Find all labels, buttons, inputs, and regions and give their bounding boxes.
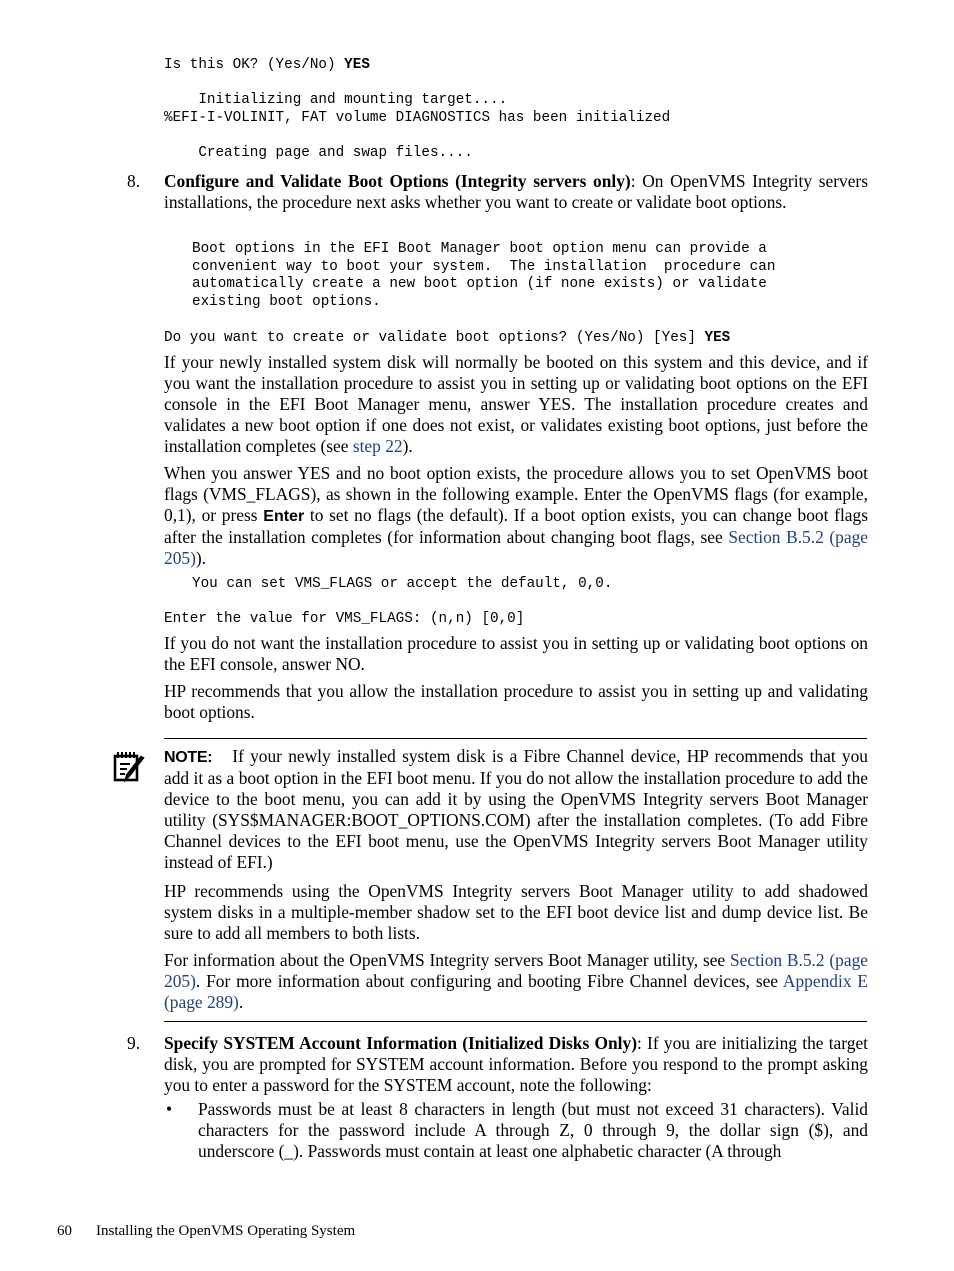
- bullet-password-rules: Passwords must be at least 8 characters in length (but must not exceed 31 characters). Valid characters for the password include A through Z, 0 through 9, the dollar sign ($), and underscore (_). Passwords must contain at least one alphabetic character (A through: [198, 1099, 868, 1162]
- footer-section-title: Installing the OpenVMS Operating System: [96, 1223, 356, 1239]
- boot-prompt-text: Do you want to create or validate boot options? (Yes/No) [Yes]: [164, 330, 705, 346]
- note-para-2: HP recommends using the OpenVMS Integrity servers Boot Manager utility to add shadowed system disks in a multiple-member shadow set to the EFI boot device list and dump device list. Be sure to add all members to both lists.: [164, 881, 868, 944]
- note-label: NOTE:: [164, 749, 213, 766]
- step-8-para-2: [164, 463, 868, 569]
- console-ok-answer: YES: [344, 57, 370, 73]
- console-volinit-line: %EFI-I-VOLINIT, FAT volume DIAGNOSTICS has been initialized: [164, 110, 671, 126]
- step-8-para-1: [164, 352, 868, 457]
- console-boot-options-text: Boot options in the EFI Boot Manager boot option menu can provide a convenient way to boot your system. The installation procedure can automatically create a new boot option (if none exists) or validate existing boot options.: [192, 241, 776, 310]
- console-boot-prompt: [164, 330, 730, 348]
- console-ok-line: [164, 57, 370, 75]
- step-9-number: 9.: [127, 1033, 141, 1053]
- note-p1-text: If your newly installed system disk is a Fibre Channel device, HP recommends that you add it as a boot option in the EFI boot menu. If you do not allow the installation procedure to add the device to the boot menu, you can add it by using the OpenVMS Integrity servers Boot Manager utility (SYS$MANAGER:BOOT_OPTIONS.COM) after the installation completes. (To add Fibre Channel devices to the EFI boot menu, use the OpenVMS Integrity servers Boot Manager utility instead of EFI.): [164, 746, 868, 873]
- step-8-intro-text: : On OpenVMS Integrity servers installations, the procedure next asks whether you want to create or validate boot options.: [164, 171, 868, 213]
- step-22-link[interactable]: step 22: [352, 436, 403, 457]
- console-ok-prompt: Is this OK? (Yes/No): [164, 57, 345, 73]
- note-p3-text-a: For information about the OpenVMS Integrity servers Boot Manager utility, see: [164, 950, 730, 970]
- boot-prompt-answer: YES: [704, 330, 731, 346]
- para-1-end: ).: [402, 436, 413, 457]
- enter-key-label: Enter: [263, 508, 305, 526]
- para-2-text-a: When you answer YES and no boot option exists, the procedure allows you to set OpenVMS boot flags (VMS_FLAGS), as shown in the following example. Enter the OpenVMS flags (for example, 0,1), or press: [164, 463, 868, 526]
- section-b52-link[interactable]: Section B.5.2 (page 205): [164, 527, 868, 569]
- step-8-para-4: HP recommends that you allow the installation procedure to assist you in setting up and validating boot options.: [164, 681, 868, 723]
- note-para-3: [164, 950, 868, 1013]
- step-9-intro-text: : If you are initializing the target disk, you are prompted for SYSTEM account information. Before you respond to the prompt asking you to enter a password for the SYSTEM account, note the following:: [164, 1033, 868, 1096]
- note-pencil-icon: [112, 750, 148, 784]
- note-p3-end: .: [238, 992, 244, 1013]
- console-flags-info: You can set VMS_FLAGS or accept the default, 0,0.: [192, 576, 613, 592]
- appendix-e-link[interactable]: Appendix E (page 289): [164, 971, 868, 1013]
- step-8-title: Configure and Validate Boot Options (Integrity servers only): [164, 171, 631, 191]
- step-8-number: 8.: [127, 171, 141, 191]
- step-9-title: Specify SYSTEM Account Information (Initialized Disks Only): [164, 1033, 637, 1053]
- para-2-end: ).: [195, 548, 207, 569]
- section-b52-link-note[interactable]: Section B.5.2 (page 205): [164, 950, 869, 992]
- console-swap-line: Creating page and swap files....: [164, 145, 473, 161]
- note-top-rule: [164, 738, 867, 739]
- console-init-line: Initializing and mounting target....: [164, 92, 508, 108]
- page-number: 60: [57, 1223, 72, 1239]
- note-p3-text-b: . For more information about configuring and booting Fibre Channel devices, see: [195, 971, 783, 992]
- step-9-intro: [164, 1033, 868, 1096]
- para-1-text: If your newly installed system disk will normally be booted on this system and this device, and if you want the installation procedure to assist you in setting up or validating boot options on the EFI console in the EFI Boot Manager menu, answer YES. The installation procedure creates and validates a new boot option if one does not exist, or validates existing boot options, just before the installation completes (see: [164, 352, 868, 457]
- para-2-text-b: to set no flags (the default). If a boot option exists, you can change boot flags after the installation completes (for information about changing boot flags, see: [164, 505, 868, 548]
- bullet-marker: •: [166, 1099, 173, 1119]
- note-para-1: [164, 746, 868, 874]
- step-8-para-3: If you do not want the installation procedure to assist you in setting up or validating boot options on the EFI console, answer NO.: [164, 633, 868, 675]
- note-bottom-rule: [164, 1021, 867, 1022]
- step-8-intro: [164, 171, 868, 213]
- console-flags-prompt: Enter the value for VMS_FLAGS: (n,n) [0,0]: [164, 611, 525, 627]
